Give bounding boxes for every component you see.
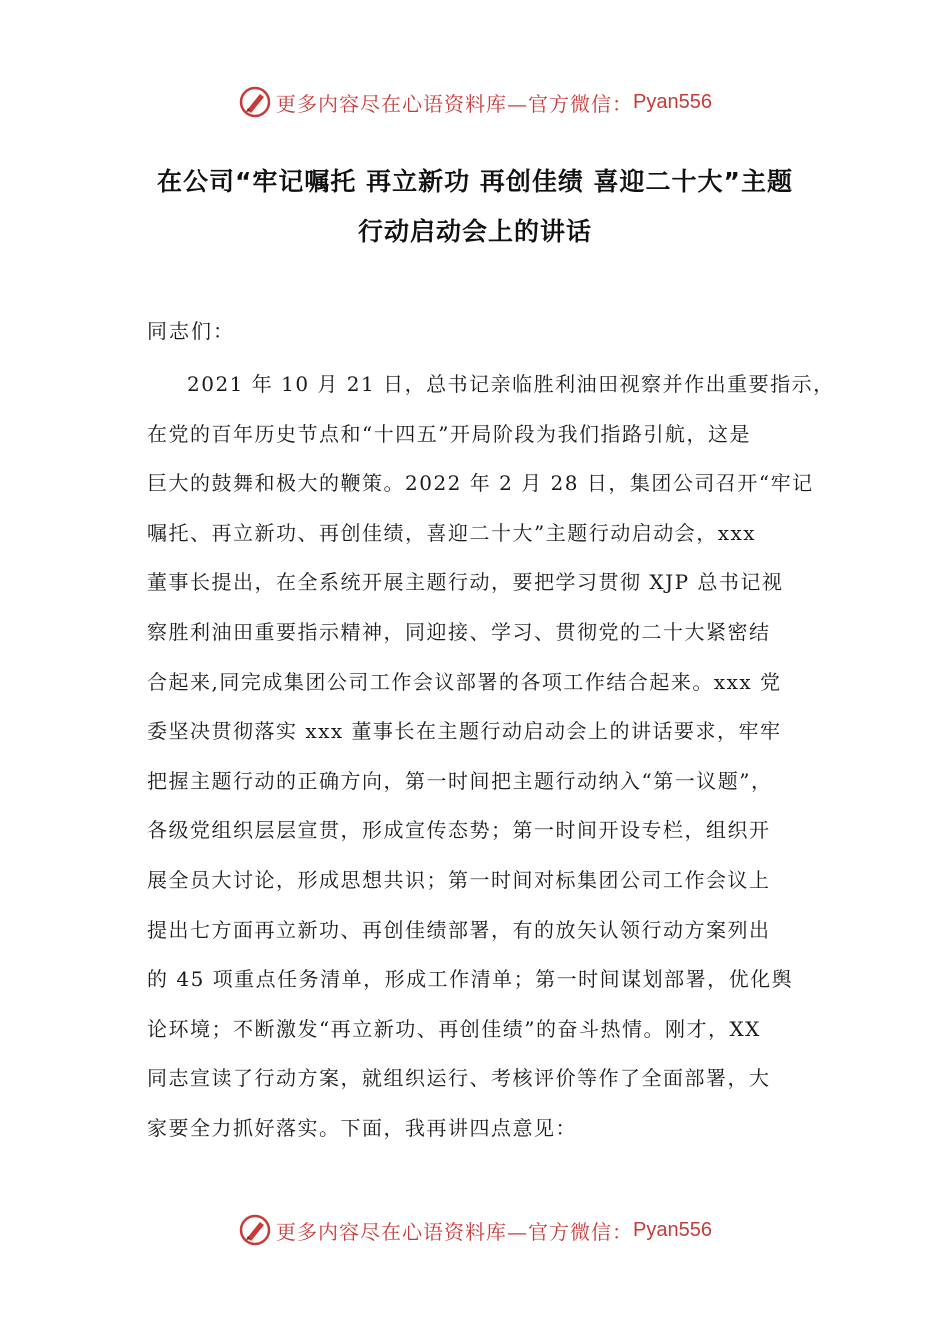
banner-text: 更多内容尽在心语资料库—官方微信： (276, 1219, 634, 1244)
document-title-line-1: 在公司“牢记嘱托 再立新功 再创佳绩 喜迎二十大”主题 (157, 167, 793, 196)
footer-banner (0, 1208, 950, 1252)
pen-logo-icon (238, 1213, 272, 1247)
pen-logo-icon (238, 85, 272, 119)
paragraph-line: 嘱托、再立新功、再创佳绩，喜迎二十大”主题行动启动会，xxx (147, 520, 757, 545)
paragraph-line: 在党的百年历史节点和“十四五”开局阶段为我们指路引航，这是 (147, 421, 751, 446)
paragraph-line: 把握主题行动的正确方向，第一时间把主题行动纳入“第一议题”， (147, 768, 773, 793)
paragraph-line: 展全员大讨论，形成思想共识；第一时间对标集团公司工作会议上 (147, 867, 771, 892)
paragraph-line: 的 45 项重点任务清单，形成工作清单；第一时间谋划部署，优化舆 (147, 967, 794, 992)
header-banner (0, 80, 950, 124)
paragraph-line: 委坚决贯彻落实 xxx 董事长在主题行动启动会上的讲话要求，牢牢 (147, 719, 782, 744)
paragraph-line: 各级党组织层层宣贯，形成宣传态势；第一时间开设专栏，组织开 (147, 818, 771, 843)
banner-brand: Pyan556 (633, 90, 712, 113)
paragraph-line: 董事长提出，在全系统开展主题行动，要把学习贯彻 XJP 总书记视 (147, 570, 784, 595)
paragraph-line: 巨大的鼓舞和极大的鞭策。2022 年 2 月 28 日，集团公司召开“牢记 (147, 471, 814, 496)
salutation: 同志们： (147, 319, 235, 343)
paragraph-line: 察胜利油田重要指示精神，同迎接、学习、贯彻党的二十大紧密结 (147, 619, 771, 644)
paragraph-line: 提出七方面再立新功、再创佳绩部署，有的放矢认领行动方案列出 (147, 917, 771, 942)
paragraph-line: 合起来,同完成集团公司工作会议部署的各项工作结合起来。xxx 党 (147, 669, 782, 694)
paragraph-line: 2021 年 10 月 21 日，总书记亲临胜利油田视察并作出重要指示， (187, 372, 835, 396)
document-title-line-2: 行动启动会上的讲话 (357, 217, 592, 246)
paragraph-line: 家要全力抓好落实。下面，我再讲四点意见： (147, 1115, 577, 1140)
paragraph-line: 论环境；不断激发“再立新功、再创佳绩”的奋斗热情。刚才，XX (147, 1016, 761, 1041)
banner-brand: Pyan556 (633, 1218, 712, 1241)
body-paragraph (147, 360, 835, 1154)
banner-text: 更多内容尽在心语资料库—官方微信： (276, 91, 634, 116)
paragraph-line: 同志宣读了行动方案，就组织运行、考核评价等作了全面部署，大 (147, 1066, 771, 1091)
